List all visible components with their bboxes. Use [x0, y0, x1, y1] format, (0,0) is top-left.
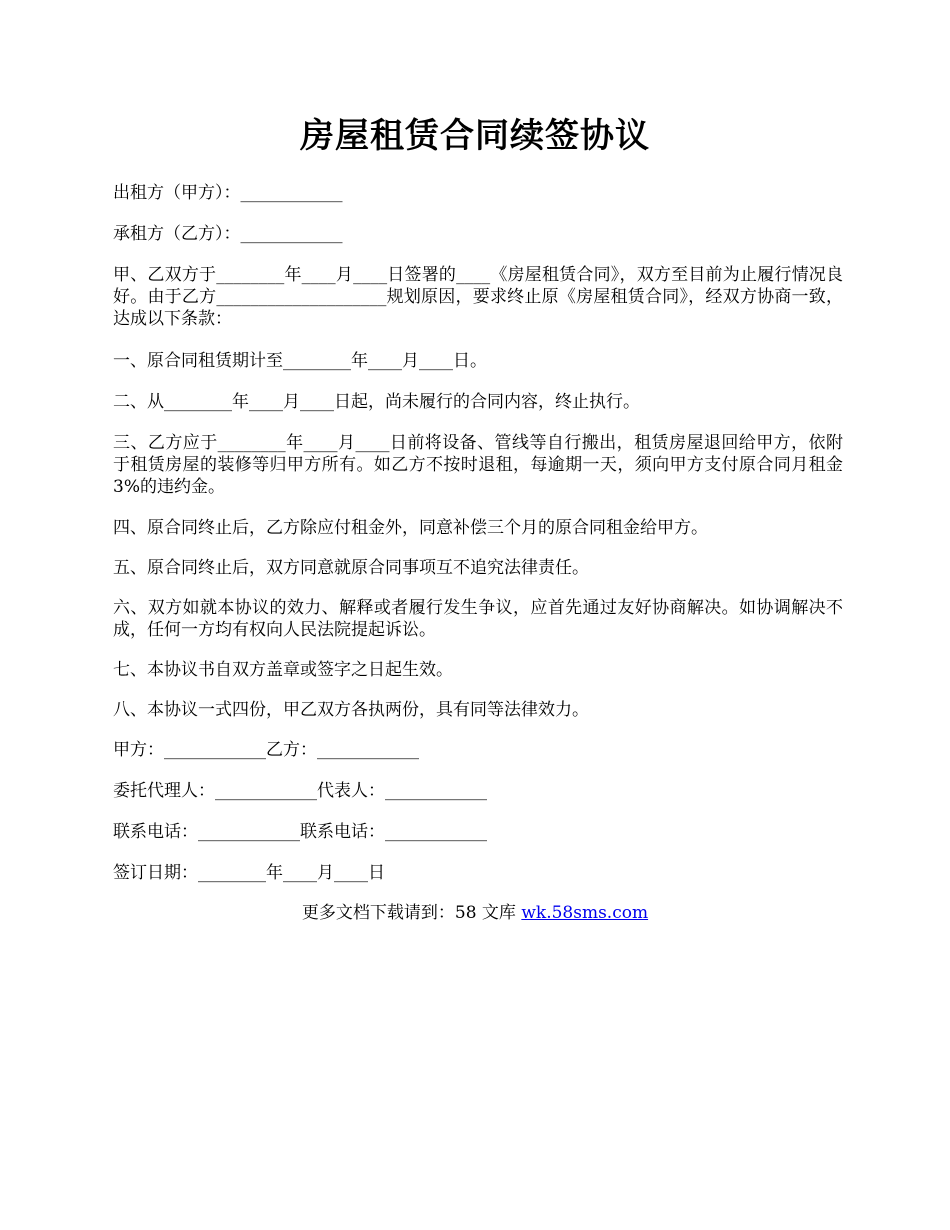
footer-prefix: 更多文档下载请到：58 文库: [301, 903, 522, 923]
clause-6: 六、双方如就本协议的效力、解释或者履行发生争议，应首先通过友好协商解决。如协调解决不成，任何一方均有权向人民法院提起诉讼。: [113, 598, 843, 640]
document-title: 房屋租赁合同续签协议: [300, 116, 650, 156]
clause-8: 八、本协议一式四份，甲乙双方各执两份，具有同等法律效力。: [113, 700, 589, 720]
signature-date: 签订日期：________年____月____日: [113, 863, 385, 883]
clause-4: 四、原合同终止后，乙方除应付租金外，同意补偿三个月的原合同租金给甲方。: [113, 518, 708, 538]
clause-1: 一、原合同租赁期计至________年____月____日。: [113, 351, 487, 371]
lessee-line: 承租方（乙方）：____________: [113, 224, 343, 244]
intro-paragraph: 甲、乙双方于________年____月____日签署的____《房屋租赁合同》，双方至目前为止履行情况良好。由于乙方____________________规划原因，要求终止原《房屋租赁合同》，经双方协商一致，达成以下条款：: [113, 265, 843, 329]
clause-7: 七、本协议书自双方盖章或签字之日起生效。: [113, 660, 453, 680]
footer: [0, 902, 950, 924]
lessor-line: 出租方（甲方）：____________: [113, 183, 343, 203]
clause-3: 三、乙方应于________年____月____日前将设备、管线等自行搬出，租赁房屋退回给甲方，依附于租赁房屋的装修等归甲方所有。如乙方不按时退租，每逾期一天，须向甲方支付原合同月租金3%的违约金。: [113, 433, 843, 497]
footer-link[interactable]: wk.58sms.com: [521, 903, 649, 923]
clause-2: 二、从________年____月____日起，尚未履行的合同内容，终止执行。: [113, 392, 640, 412]
clause-5: 五、原合同终止后，双方同意就原合同事项互不追究法律责任。: [113, 558, 589, 578]
signature-agents: 委托代理人：____________代表人：____________: [113, 781, 487, 801]
signature-phones: 联系电话：____________联系电话：____________: [113, 822, 487, 842]
signature-parties: 甲方：____________乙方：____________: [113, 740, 419, 760]
